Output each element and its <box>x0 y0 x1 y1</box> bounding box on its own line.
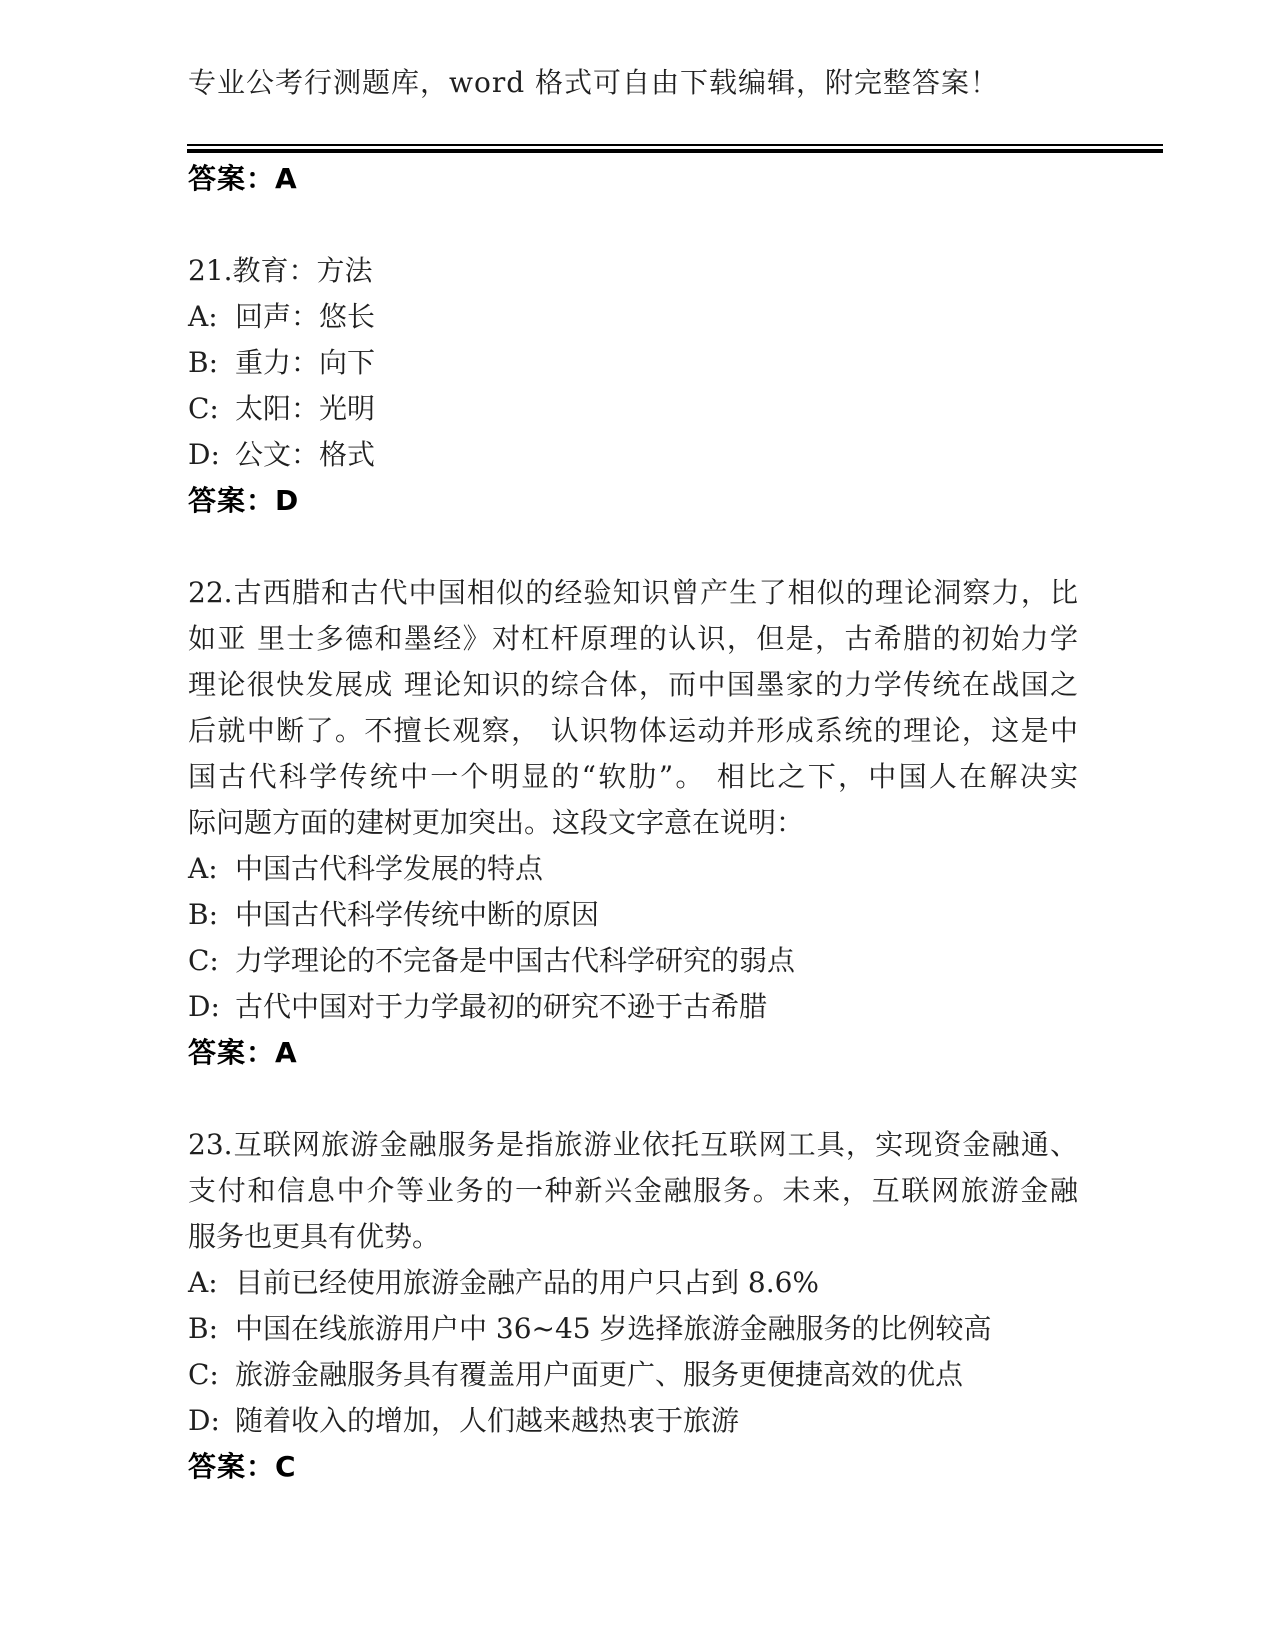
option-prefix: B: <box>188 346 219 379</box>
option-text: 中国古代科学发展的特点 <box>235 852 544 885</box>
option-d <box>188 984 1078 1030</box>
blank-line <box>188 202 1078 248</box>
option-text: 太阳：光明 <box>235 392 376 425</box>
option-text: 目前已经使用旅游金融产品的用户只占到 8.6% <box>235 1266 820 1299</box>
answer-line-q20: 答案：A <box>188 162 298 195</box>
question-stem-line: 服务也更具有优势。 <box>188 1220 441 1253</box>
question-stem: 21.教育：方法 <box>188 254 373 287</box>
option-c <box>188 386 1078 432</box>
option-text: 回声：悠长 <box>235 300 376 333</box>
question-22 <box>188 570 1078 1076</box>
question-stem-line: 如亚 里士多德和墨经》对杠杆原理的认识，但是，古希腊的初始力学 <box>188 622 1078 655</box>
option-prefix: D: <box>188 990 220 1023</box>
option-b <box>188 892 1078 938</box>
question-stem-line: 23.互联网旅游金融服务是指旅游业依托互联网工具，实现资金融通、 <box>188 1128 1078 1161</box>
option-prefix: D: <box>188 1404 220 1437</box>
option-b <box>188 340 1078 386</box>
option-prefix: B: <box>188 1312 219 1345</box>
question-stem-line: 支付和信息中介等业务的一种新兴金融服务。未来，互联网旅游金融 <box>188 1174 1078 1207</box>
option-a <box>188 1260 1078 1306</box>
option-text: 公文：格式 <box>235 438 376 471</box>
option-prefix: C: <box>188 1358 219 1391</box>
option-prefix: A: <box>188 852 218 885</box>
answer-line-q23: 答案：C <box>188 1450 297 1483</box>
option-prefix: C: <box>188 944 219 977</box>
option-prefix: A: <box>188 300 218 333</box>
question-stem-line: 理论很快发展成 理论知识的综合体，而中国墨家的力学传统在战国之 <box>188 668 1078 701</box>
question-stem-line: 际问题方面的建树更加突出。这段文字意在说明： <box>188 806 805 839</box>
question-21 <box>188 248 1078 524</box>
option-b <box>188 1306 1078 1352</box>
option-prefix: C: <box>188 392 219 425</box>
option-text: 旅游金融服务具有覆盖用户面更广、服务更便捷高效的优点 <box>235 1358 964 1391</box>
option-prefix: D: <box>188 438 220 471</box>
option-a <box>188 846 1078 892</box>
option-c <box>188 1352 1078 1398</box>
option-prefix: B: <box>188 898 219 931</box>
option-text: 中国在线旅游用户中 36~45 岁选择旅游金融服务的比例较高 <box>235 1312 992 1345</box>
option-text: 中国古代科学传统中断的原因 <box>235 898 600 931</box>
option-d <box>188 1398 1078 1444</box>
header-text: 专业公考行测题库，word 格式可自由下载编辑，附完整答案！ <box>188 66 1000 99</box>
option-prefix: A: <box>188 1266 218 1299</box>
header-divider <box>187 144 1163 153</box>
question-stem-line: 22.古西腊和古代中国相似的经验知识曾产生了相似的理论洞察力，比 <box>188 576 1078 609</box>
answer-line-q22: 答案：A <box>188 1036 298 1069</box>
option-text: 重力：向下 <box>235 346 376 379</box>
blank-line <box>188 524 1078 570</box>
document-body <box>188 156 1078 1490</box>
option-a <box>188 294 1078 340</box>
question-stem-line: 后就中断了。不擅长观察， 认识物体运动并形成系统的理论，这是中 <box>188 714 1078 747</box>
answer-line-q21: 答案：D <box>188 484 300 517</box>
option-text: 随着收入的增加，人们越来越热衷于旅游 <box>235 1404 740 1437</box>
question-stem-line: 国古代科学传统中一个明显的“软肋”。 相比之下，中国人在解决实 <box>188 760 1078 793</box>
option-text: 力学理论的不完备是中国古代科学研究的弱点 <box>235 944 796 977</box>
option-d <box>188 432 1078 478</box>
question-23 <box>188 1122 1078 1490</box>
option-c <box>188 938 1078 984</box>
option-text: 古代中国对于力学最初的研究不逊于古希腊 <box>235 990 768 1023</box>
blank-line <box>188 1076 1078 1122</box>
